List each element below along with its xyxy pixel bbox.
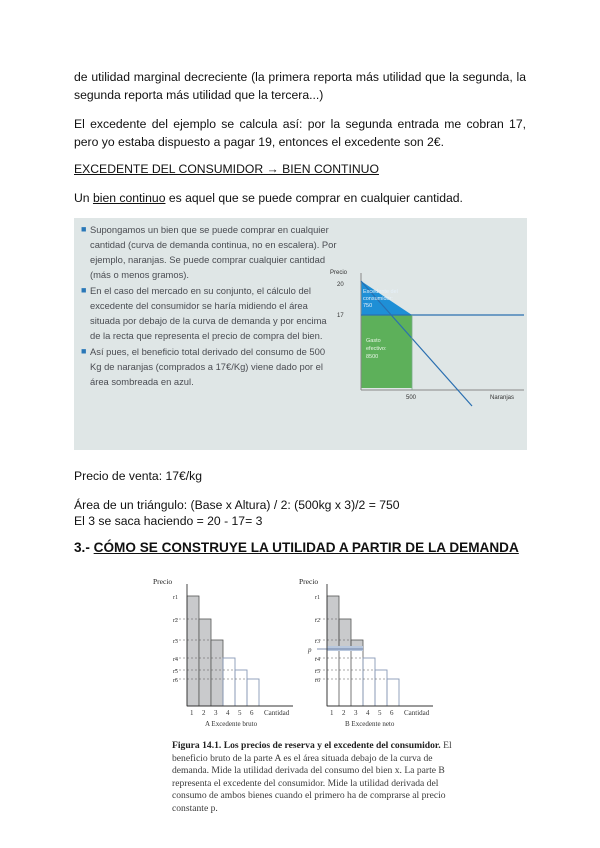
definition-term: bien continuo: [92, 191, 166, 205]
y-tick-label: r5: [173, 669, 178, 675]
section-title-continuous-good: EXCEDENTE DEL CONSUMIDOR → BIEN CONTINUO: [74, 162, 379, 176]
y-axis-label: Precio: [153, 577, 173, 586]
y-axis-label: Precio: [299, 577, 319, 586]
demand-step: [235, 670, 247, 706]
slide-bullet-text: Así pues, el beneficio total derivado del consumo de 500 Kg de naranjas (comprados a 17€/Kg) viene dado por el área sombreada en azul.: [90, 346, 326, 387]
y-tick-label: r2: [173, 618, 178, 624]
slide-bullets: [80, 222, 338, 390]
x-tick-label: 3: [214, 709, 218, 717]
spend-value: 8500: [366, 354, 379, 360]
y-tick-label: r6: [173, 678, 178, 684]
y-tick-label: r2: [315, 618, 320, 624]
y-axis-label: Precio: [330, 270, 348, 276]
paragraph-marginal-utility: de utilidad marginal decreciente (la primera reporta más utilidad que la segunda, la segunda reporta más utilidad que la tercera...): [74, 70, 526, 102]
sale-price-line: Precio de venta: 17€/kg: [74, 469, 203, 483]
panel-b: [299, 577, 433, 728]
figure-caption-title: Figura 14.1. Los precios de reserva y el excedente del consumidor.: [172, 740, 441, 751]
figure-reservation-prices: [143, 576, 463, 738]
section-heading: [74, 540, 519, 555]
x-axis-label: Cantidad: [404, 709, 430, 717]
gross-surplus-bar: [211, 640, 223, 706]
slide-bullet: [80, 283, 338, 343]
bullet-icon: ■: [81, 285, 87, 295]
net-surplus-bar: [327, 596, 339, 649]
section-heading-text: CÓMO SE CONSTRUYE LA UTILIDAD A PARTIR DE LA DEMANDA: [93, 540, 519, 555]
tick-price-low: 17: [337, 313, 344, 319]
x-tick-label: 2: [342, 709, 346, 717]
tick-price-high: 20: [337, 282, 344, 288]
x-tick-label: 6: [390, 709, 394, 717]
bullet-icon: ■: [81, 224, 87, 234]
spend-label: efectivo:: [366, 346, 387, 352]
figure-caption: [172, 740, 462, 816]
net-surplus-bar: [339, 619, 351, 649]
spend-label: Gasto: [366, 338, 381, 344]
surplus-label: consumidor:: [363, 296, 393, 302]
panel-a: [153, 577, 293, 728]
y-tick-label: r4: [173, 657, 178, 663]
x-tick-label: 1: [330, 709, 334, 717]
y-tick-label: r1: [315, 595, 320, 601]
slide-bullet-text: Supongamos un bien que se puede comprar en cualquier cantidad (curva de demanda continua, no en escalera). Por ejemplo, naranjas. Se puede comprar cualquier cantidad (más o menos gramos).: [90, 224, 337, 280]
slide-bullet: [80, 222, 338, 282]
x-tick-label: 6: [250, 709, 254, 717]
paragraph-surplus-example: El excedente del ejemplo se calcula así: por la segunda entrada me cobran 17, pero yo estaba dispuesto a pagar 19, entonces el excedente son 2€.: [74, 117, 526, 149]
definition-suffix: es aquel que se puede comprar en cualquier cantidad.: [165, 191, 463, 205]
x-tick-label: 4: [226, 709, 230, 717]
demand-step: [247, 679, 259, 706]
slide-demand-chart: [314, 218, 527, 450]
section-number: 3.-: [74, 540, 94, 555]
slide-photo: [74, 218, 527, 450]
x-axis-label: Naranjas: [490, 395, 515, 401]
gross-surplus-bar: [187, 596, 199, 706]
slide-bullet-text: En el caso del mercado en su conjunto, el cálculo del excedente del consumidor se haría midiendo el área situada por debajo de la curva de demanda y por encima de la recta que representa el precio de compra del bien.: [90, 285, 327, 341]
height-explanation-line: El 3 se saca haciendo = 20 - 17= 3: [74, 514, 263, 528]
price-band: [327, 646, 363, 651]
y-tick-label: r4: [315, 657, 320, 663]
surplus-label: Excedente del: [363, 289, 398, 295]
x-tick-label: 2: [202, 709, 206, 717]
price-label: p: [308, 646, 312, 654]
x-tick-label: 4: [366, 709, 370, 717]
y-tick-label: r6: [315, 678, 320, 684]
triangle-area-line: Área de un triángulo: (Base x Altura) / 2: (500kg x 3)/2 = 750: [74, 498, 400, 512]
panel-caption: B Excedente neto: [345, 720, 395, 728]
surplus-value: 750: [363, 303, 373, 309]
figure-caption-body: El beneficio bruto de la parte A es el área situada debajo de la curva de demanda. Mide la utilidad derivada del consumo del bien x. La parte B representa el excedente del consumidor. Mide la utilidad derivada del consumo de ambos bienes cuando el primero ha de comprarse al precio constante p.: [172, 740, 452, 814]
y-tick-label: r3: [315, 639, 320, 645]
tick-quantity: 500: [406, 395, 417, 401]
y-tick-label: r5: [315, 669, 320, 675]
slide-bullet: [80, 344, 338, 389]
paragraph-continuous-definition: [74, 189, 526, 207]
y-tick-label: r1: [173, 595, 178, 601]
x-axis-label: Cantidad: [264, 709, 290, 717]
x-tick-label: 3: [354, 709, 358, 717]
demand-step: [223, 658, 235, 706]
spend-band: [327, 649, 363, 706]
x-tick-label: 5: [378, 709, 382, 717]
y-tick-label: r3: [173, 639, 178, 645]
x-tick-label: 1: [190, 709, 194, 717]
demand-step: [387, 679, 399, 706]
demand-step: [363, 658, 375, 706]
definition-prefix: Un: [74, 191, 93, 205]
bullet-icon: ■: [81, 346, 87, 356]
demand-step: [375, 670, 387, 706]
gross-surplus-bar: [199, 619, 211, 706]
panel-caption: A Excedente bruto: [205, 720, 258, 728]
x-tick-label: 5: [238, 709, 242, 717]
